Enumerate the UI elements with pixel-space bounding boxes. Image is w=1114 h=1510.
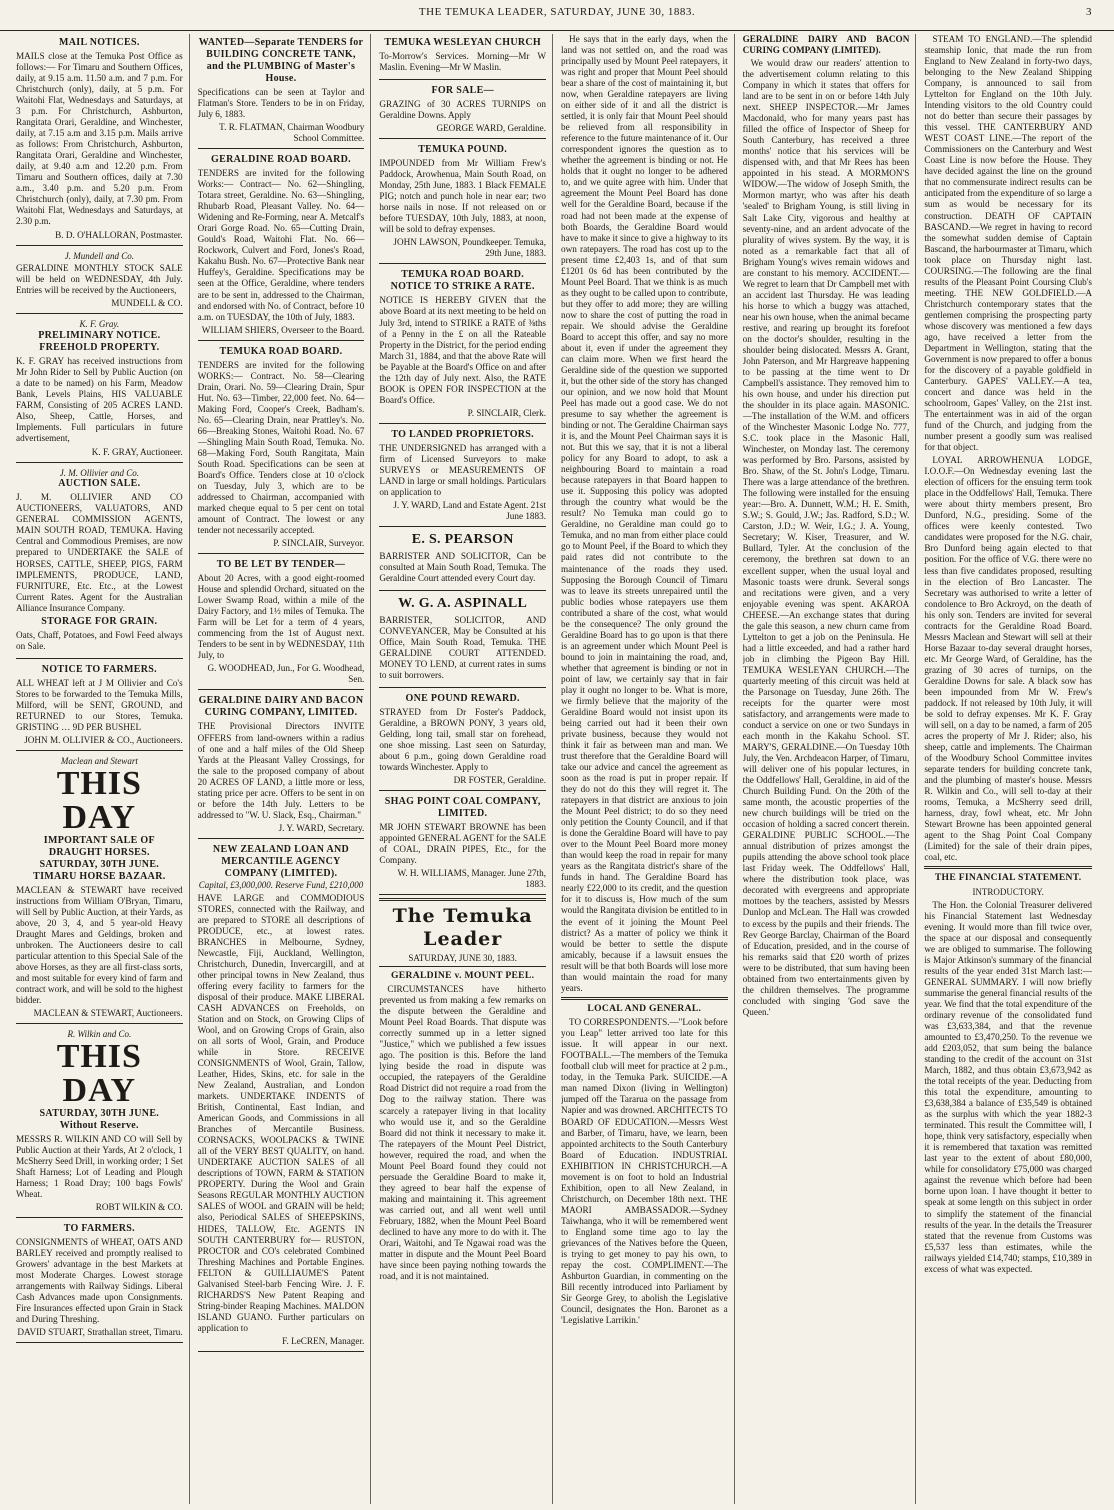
local-rule xyxy=(561,997,728,1000)
pearson-heading: E. S. PEARSON xyxy=(411,532,514,547)
maclean-sub: Maclean and Stewart xyxy=(60,755,138,766)
woodbury-signature: T. R. FLATMAN, Chairman Woodbury School Committee. xyxy=(219,122,365,144)
storage-text: Oats, Chaff, Potatoes, and Fowl Feed always on Sale. xyxy=(16,629,183,651)
masthead-rule-bottom xyxy=(379,966,546,967)
mail-heading: MAIL NOTICES. xyxy=(59,37,140,48)
mail-text: MAILS close at the Temuka Post Office as follows:— For Timaru and Southern Offices, daily, at 9.15 a.m. 11.50 a.m. and 7 p.m. For Christchurch (only), daily, at 5 p.m. For Waitohi Flat, Wednesdays and Saturdays, at 3 p.m. For Christchurch, Ashburton, Rangitata Orari, Geraldine, and Winchester, daily, at 7.15 a.m and 3.15 p.m. Mails arrive as follows: From Christchurch, Ashburton, Rangitata Orari, Geraldine and Winchester, daily, at 9.40 a.m and 12.20 p.m. From Timaru and Southern offices, daily at 7.30 a.m., 3.40 p.m. and 5.20 p.m. From Christchurch (only), daily, at 7.30 pm. From Waitohi Flat, Wednesdays and Saturdays, at 2.30 p.m. xyxy=(16,51,183,227)
nz-loan-heading: NEW ZEALAND LOAN AND MERCANTILE AGENCY COMPANY (LIMITED). xyxy=(212,843,350,879)
nz-loan-ad xyxy=(198,841,365,1352)
column-3 xyxy=(379,34,553,1504)
coal-heading: SHAG POINT COAL COMPANY, LIMITED. xyxy=(384,796,541,820)
woodbury-tender xyxy=(198,34,365,149)
financial-heading: THE FINANCIAL STATEMENT. xyxy=(934,872,1082,884)
pearson-text: BARRISTER AND SOLICITOR, Can be consulted at Main South Road, Temuka. The Geraldine Court attended every Court day. xyxy=(379,550,546,583)
to-let-ad xyxy=(198,556,365,690)
land-signature: J. Y. WARD, Land and Estate Agent. 21st June 1883. xyxy=(393,499,546,521)
local-general-cont-2 xyxy=(924,34,1092,863)
maclean-text: MACLEAN & STEWART have received instructions from William O'Bryan, Timaru, will Sell by Public Auction, at their Yards, as above, 20 3, 4, and 5 year-old Heavy Draught Mares and Geldings, broken and unbroken. The Auctioneers desire to call particular attention to this Special Sale of the above Horses, as they are all first-class sorts, and most suitable for every kind of farm and contract work, and will be sold to the highest bidder. xyxy=(16,884,183,1006)
rate-notice xyxy=(379,266,546,423)
gray-text: K. F. GRAY has received instructions from Mr John Rider to Sell by Public Auction (on a date to be named) on his Farm, Meadow Bank, Levels Plains, HIS VALUABLE FARM, Consisting of 205 ACRES LAND. Also, Sheep, Cattle, Horses, and Implements. Full particulars in future advertisement, xyxy=(16,356,183,444)
reward-heading: ONE POUND REWARD. xyxy=(405,692,520,704)
wilkin-sub: R. Wilkin and Co. xyxy=(67,1029,132,1040)
farmers-text: ALL WHEAT left at J M Ollivier and Co's Stores to be forwarded to the Temuka Mills, Milford, will be SENT, GROUND, and RETURNED to our Stores, Temuka. GRISTING … 9D PER BUSHEL xyxy=(16,677,183,732)
to-let-heading: TO BE LET BY TENDER— xyxy=(216,559,346,571)
for-sale-signature: GEORGE WARD, Geraldine. xyxy=(436,123,546,134)
coal-text: MR JOHN STEWART BROWNE has been appointed GENERAL AGENT for the SALE of COAL, DRAIN PIPES, Etc., for the Company. xyxy=(379,822,546,866)
woodbury-heading: WANTED—Separate TENDERS for BUILDING CONCRETE TANK, and the PLUMBING of Master's House. xyxy=(198,37,364,84)
paper-masthead: The Temuka Leader xyxy=(392,905,533,951)
for-sale-ad xyxy=(379,82,546,139)
lodge-text: LOYAL ARROWHENUA LODGE, I.O.O.F.—On Wednesday evening last the election of officers for the ensuing term took place in the Oddfellows' Hall, Temuka. There were about thirty members present, Bro Dunford, N.G., presiding. Some of the offices were keenly contested. Two candidates were proposed for the N.G. chair, Bro Dunford being again elected to that position. For the office of V.G. there were no less than five candidates proposed, resulting in the election of Bro Lancaster. The Secretary was authorised to write a letter of condolence to Bro Ackroyd, on the death of his only son. Tenders are invited for several contracts for the Geraldine Road Board. Messrs Maclean and Stewart will sell at their Horse Bazaar to-day several draught horses, etc. Mr George Ward, of Geraldine, has the grazing of 30 acres of turnips, on the Geraldine Downs for sale. A black sow has been impounded from Mr W. Frew's paddock. If not released by 10th July, it will be sold to defray expenses. Mr K. F. Gray will sell, on a day to be named, a farm of 205 acres the property of Mr J. Rider; also, his sheep, cattle and implements. The Chairman of the Woodbury School Committee invites separate tenders for building concrete tank, and the plumbing of master's house. Messrs R. Wilkin and Co., will sell to-day at their rooms, Temuka, a McSherry seed drill, harness, dray, fowl wheat, etc. Mr John Stewart Browne has been appointed general agent to the Shag Point Coal Company (Limited) for the sale of their drain pipes, coal, etc. xyxy=(924,455,1092,863)
to-let-text: About 20 Acres, with a good eight-roomed House and splendid Orchard, situated on the Lower Swamp Road, within a mile of the Dairy Factory, and 1½ miles of Temuka. The Farm will be Let for a term of 4 years, commencing from the 1st of August next. Tenders to be sent in by WEDNESDAY, 11th July, to xyxy=(197,573,365,661)
local-general-heading: LOCAL AND GENERAL. xyxy=(587,1002,702,1014)
maclean-signature: MACLEAN & STEWART, Auctioneers. xyxy=(33,1008,183,1019)
woodbury-text: Specifications can be seen at Taylor and Flatman's Store. Tenders to be in on Friday, July 6, 1883. xyxy=(197,87,365,120)
mundell-sub: J. Mundell and Co. xyxy=(64,250,134,261)
rate-heading-2: NOTICE TO STRIKE A RATE. xyxy=(390,281,535,293)
maclean-heading: IMPORTANT SALE OF DRAUGHT HORSES. xyxy=(43,834,155,858)
gray-signature: K. F. GRAY, Auctioneer. xyxy=(91,446,183,457)
temuka-road-signature: P. SINCLAIR, Surveyor. xyxy=(273,538,365,549)
dairy-signature: J. Y. WARD, Secretary. xyxy=(278,822,365,833)
wesleyan-church-ad xyxy=(379,34,546,80)
mundell-signature: MUNDELL & CO. xyxy=(111,298,183,309)
maclean-heading-2: TIMARU HORSE BAZAAR. xyxy=(33,870,166,882)
landed-proprietors-ad xyxy=(379,426,546,527)
header-title: THE TEMUKA LEADER, SATURDAY, JUNE 30, 1883. xyxy=(418,6,696,18)
leader-cont-text: He says that in the early days, when the land was not settled on, and the road was principally used by Mount Peel ratepayers, it was right and proper that Mount Peel should bear a share of the cost of maintaining it, but now, when Geraldine ratepayers are living on either side of it and all the district is settled, it is only fair that Mount Peel should be relieved from all responsibility in reference to the future maintenance of it. Our correspondent ignores the question as to whether the agreement is binding or not. He holds that it ought no longer to be adhered to, and we quite agree with him. Under that agreement the Mount Peel Board has done well for the Geraldine Board, because if the road had not been made at the expense of both Boards, the Geraldine Board would have to make it since to give a highway to its own ratepayers. The road has cost up to the present time £2,403 1s, and of that sum £1201 0s 6d has been contributed by the Mount Peel Board. That we think is as much as they ought to be called upon to contribute, but they offer to add more; they are willing now to share the cost of putting the road in repair. We should advise the Geraldine Board to accept this offer, and say no more about it, even if under the agreement they can claim more. When we first heard the Geraldine side of the question we supported it, but the other side of the story has changed our opinion, and we now hold that Mount Peel has made out a good case. We do not presume to say whether the agreement is binding or not. The Geraldine Chairman says it is, and the Mount Peel Chairman says it is not. But this we say, that it is not a liberal policy for any Board to adopt, to ask a neighbouring Board to maintain a road because ratepayers in that Board happen to use it. Supposing this policy was adopted through the country what would be the result? No Temuka man could go to Geraldine, no Geraldine man could go to Temuka, and no man from either place could go to Mount Peel, if the Board to which they paid rates did not contribute to the maintenance of the roads they used. Supposing the Borough Council of Timaru was to leave its streets unrepaired until the public bodies whose ratepayers use them contributed a share of the cost, what would be the consequence? The only ground the Geraldine Board has to go upon is that there is an agreement under which Mount Peel is bound to join in maintaining the road, and, whether that agreement is binding or not in point of law, we certainly say that in fair play it ought no longer to be. What is more, we firmly believe that the majority of the Geraldine Board would not insist upon its being carried out had it been their own private business, because they would not think it fair as between man and man. We trust therefore that the Geraldine Board will take our advice and cancel the agreement as soon as the road is put in proper repair. If they do not do this they will regret it. The ratepayers in that district are anxious to join the Mount Peel district; to do so they need only petition the County Council, and if that is done the Geraldine Board will have to pay over to the Mount Peel Board more money than would keep the road in repair for many years as the Rangitata district's share of the funds in hand. The Geraldine Board has nearly £22,000 to its credit, and the question for it to discuss is, How much of the sum would the Rangitata division be entitled to in the event of it joining the Mount Peel district? As a matter of policy we think it would be better to settle the dispute amicably, because if a lawsuit ensues the result will be that both Boards will lose more than would maintain the road for many years. xyxy=(561,34,728,993)
leader-text: CIRCUMSTANCES have hitherto prevented us from making a few remarks on the dispute between the Geraldine and Mount Peel Road Boards. That dispute was correctly summed up in a letter signed "Justice," which we published a few issues ago. The position is this. Before the land lying beside the road in dispute was occupied, the ratepayers of the Geraldine Road District did not require a road from the Dog to the railway station. There was scarcely a ratepayer living in that locality who would use it, and so the Geraldine Board did not think it necessary to make it. The ratepayers of the Mount Peel District, however, required the road, and when the Mount Peel Board found they could not persuade the Geraldine Board to make it, they agreed to bear half the expense of making and maintaining it. This agreement was carried out, and all went well until February, 1882, when the Mount Peel Board declined to have any more to do with it. The Orari, Waitohi, and Te Ngawai road was the matter in dispute and the Mount Peel Board have since been paying nothing towards the road, and it is not maintained. xyxy=(379,984,546,1281)
ollivier-sub: J. M. Ollivier and Co. xyxy=(59,467,139,478)
reward-signature: DR FOSTER, Geraldine. xyxy=(453,775,546,786)
page-number: 3 xyxy=(1086,6,1092,18)
nz-loan-signature: F. LeCREN, Manager. xyxy=(282,1335,365,1346)
rate-heading: TEMUKA ROAD BOARD. xyxy=(401,269,525,281)
local-cont-text: We would draw our readers' attention to the advertisement column relating to this Company in which it states that offers for land are to be sent in on or before 14th July next. SHEEP INSPECTOR.—Mr James Macdonald, who for many years past has filled the office of Inspector of Sheep for South Canterbury, has received a three months' notice that his services will be dispensed with, and that Mr Rees has been appointed in his stead. A MORMON'S WIDOW.—The widow of Joseph Smith, the Mormon martyr, who was after his death 'sealed' to Brigham Young, is still living in Salt Lake City, vigorous and healthy at seventy-nine, and an ardent advocate of the plurality of wives system. By the way, it is noted as a remarkable fact that all of Brigham Young's wives remain widows and are constant to his memory. ACCIDENT.—We regret to learn that Dr Campbell met with an accident last Thursday. He was leading his horse to which a buggy was attached, near his own house, when the animal became restive, and rearing up brought its forefoot on the doctor's shoulder, resulting in the shoulder being dislocated. Messrs A. Grant, John Paterson, and Mr Hargreave happening to be passing at the time went to Dr Campbell's assistance. They removed him to his own house, and under his direction put the shoulder in its place again. MASONIC.—The installation of the W.M. and officers of the Winchester Masonic Lodge No. 777, S.C. took place in the Masonic Hall, Winchester, on Monday last. The ceremony was performed by Bro. Parsons, assisted by Bro. Shaw, of the St. John's Lodge, Timaru. There was a large attendance of the brethren. The following were installed for the ensuing year:—Bro. A. Dunnett, W.M.; H. E. Smith, S.W.; S. Gould, J.W.; Jas. Radford, S.D.; W. Carston, J.D.; W. Weir, I.G.; J. A. Young, Secretary; W. Kiser, Treasurer, and W. Bullard, Tyler. At the conclusion of the ceremony, the brethren sat down to an excellent supper, when the usual loyal and Masonic toasts were drunk. Several songs and recitations were given, and a very enjoyable evening was spent. AKAROA CHEESE.—An exchange states that during the gale this season, a new churn came from Lyttelton to get a job on the Peninsula. He had a little exceeded, and had a rather hard job in climbing the Pigeon Bay Hill. TEMUKA WESLEYAN CHURCH.—The quarterly meeting of this circuit was held at the Parsonage on Tuesday, June 26th. The receipts for the quarter were most satisfactory, and arrangements were made to conduct a service on one or two Sundays in each month in the Kakahu School. ST. MARY'S, GERALDINE.—On Tuesday 10th July, the Ven. Archdeacon Harper, of Timaru, will deliver one of his popular lectures, in the Oddfellows' Hall, Geraldine, in aid of the Church Building Fund. On the 20th of the same month, the acoustic properties of the new church buildings will be tried on the occasion of holding a sacred concert therein. GERALDINE PUBLIC SCHOOL.—The annual distribution of prizes amongst the pupils attending the above school took place last Friday week. The Oddfellows' Hall, where the distribution took place, was decorated with evergreens and appropriate mottoes by the teachers, assisted by Messrs Dunlop and McLean. The Hall was crowded to excess by the pupils and their friends. The Rev George Barclay, Chairman of the Board of Education, presided, and in the course of his remarks said that £20 worth of prizes were to be distributed, that sum having been obtained from two entertainments given by the children themselves. The programme concluded with singing 'God save the Queen.' xyxy=(742,58,910,1017)
maclean-ad xyxy=(16,753,183,1024)
church-heading: TEMUKA WESLEYAN CHURCH xyxy=(384,37,541,48)
pound-text: IMPOUNDED from Mr William Frew's Paddock, Arowhenua, Main South Road, on Monday, 25th June, 1883. 1 Black FEMALE PIG; notch and punch hole in near ear; two horse nails in nose. If not released on or before TUESDAY, 10th July, 1883, at noon, will be sold to defray expenses. xyxy=(379,158,546,235)
to-farmers-ad xyxy=(16,1220,183,1343)
paper-dateline: SATURDAY, JUNE 30, 1883. xyxy=(408,952,517,963)
aspinall-heading: W. G. A. ASPINALL xyxy=(398,595,528,611)
column-1 xyxy=(16,34,190,1504)
storage-heading: STORAGE FOR GRAIN. xyxy=(41,615,158,627)
ollivier-text: J. M. OLLIVIER AND CO AUCTIONEERS, VALUATORS, AND GENERAL COMMISSION AGENTS, MAIN SOUTH ROAD, TEMUKA. Having Central and Commodious Premises, are now prepared to UNDERTAKE the SALE of HORSES, CATTLE, SHEEP, PIGS, FARM IMPLEMENTS, PRODUCE, LAND, FURNITURE, Etc. Etc., at the Lowest Current Rates. Agent for the Australian Alliance Insurance Company. xyxy=(16,492,183,613)
land-text: THE UNDERSIGNED has arranged with a firm of Licensed Surveyors to make SURVEYS or MEASUREMENTS OF LAND in large or small holdings. Particulars on application to xyxy=(379,442,546,497)
rate-signature: P. SINCLAIR, Clerk. xyxy=(467,407,546,418)
to-farmers-heading: TO FARMERS. xyxy=(63,1223,135,1235)
geraldine-road-signature: WILLIAM SHIERS, Overseer to the Board. xyxy=(201,324,365,335)
this-day-banner: THIS DAY xyxy=(56,764,142,836)
leader-article xyxy=(379,984,546,1282)
leader-continued xyxy=(561,34,728,994)
temuka-road-board xyxy=(198,343,365,555)
dairy-company-ad xyxy=(198,692,365,838)
pound-signature: JOHN LAWSON, Poundkeeper. Temuka, 29th June, 1883. xyxy=(393,237,546,259)
column-4 xyxy=(561,34,735,1504)
to-let-signature: G. WOODHEAD, Jun., For G. Woodhead, Sen. xyxy=(207,663,365,685)
leader-heading: GERALDINE v. MOUNT PEEL. xyxy=(391,969,535,981)
nz-loan-text: HAVE LARGE and COMMODIOUS STORES, connected with the Railway, and are prepared to STORE all descriptions of PRODUCE, etc., at lowest rates. BRANCHES in Melbourne, Sydney, Newcastle, Fiji, Auckland, Wellington, Christchurch, Dunedin, Invercargill, and at other principal towns in New Zealand, thus offering every facility to farmers for the disposal of their produce. MAKE LIBERAL CASH ADVANCES on Freeholds, on Station and on Stock, on Growing Clips of Wool, and on Growing Crops of Grain, also on all sorts of Wool, Grain, and Produce while in Store. RECEIVE CONSIGNMENTS of Wool, Grain, Tallow, Leather, Hides, Skins, etc. for sale in the New Zealand, Australian, and London markets. UNDERTAKE INDENTS of British, Continental, East Indian, and American Goods, and Commissions in all Branches of Mercantile Business. CORNSACKS, WOOLPACKS & TWINE all of the VERY BEST QUALITY, on hand. UNDERTAKE AUCTION SALES of all descriptions of TOWN, FARM & STATION PROPERTY. During the Wool and Grain Seasons REGULAR MONTHLY AUCTION SALES of WOOL and GRAIN will be held; also, Periodical SALES of SHEEPSKINS, HIDES, TALLOW, Etc. AGENTS IN SOUTH CANTERBURY for— RUSTON, PROCTOR and CO's celebrated Combined Threshing Machines and Portable Engines. FELTON & GUILLIAUME'S Patent Galvanised Steel-barb Fencing Wire. J. F. RICHARDS'S New Patent Reaping and String-binder Reaping Machines. MALDON ISLAND GUANO. Further particulars on application to xyxy=(197,892,365,1333)
column-5 xyxy=(743,34,917,1504)
reward-ad xyxy=(379,690,546,791)
ollivier-ad xyxy=(16,465,183,659)
aspinall-text: BARRISTER, SOLICITOR, AND CONVEYANCER, May be Consulted at his Office, Main South Road, Temuka. THE GERALDINE COURT ATTENDED. MONEY TO LEND, at current rates in sums to suit borrowers. xyxy=(379,614,546,680)
page-header xyxy=(0,6,1114,31)
farmers-notice xyxy=(16,661,183,751)
mundell-text: GERALDINE MONTHLY STOCK SALE will be held on WEDNESDAY, 4th July. Entries will be received by the Auctioneers, xyxy=(16,263,183,296)
column-6 xyxy=(924,34,1098,1504)
gray-heading: PRELIMINARY NOTICE. xyxy=(38,330,161,342)
maclean-date: SATURDAY, 30TH JUNE. xyxy=(39,858,160,870)
local-general xyxy=(561,1017,728,1326)
reward-text: STRAYED from Dr Foster's Paddock, Geraldine, a BROWN PONY, 3 years old, Gelding, long tail, small star on forehead, one shoe missing. Last seen on Saturday, about 6 p.m., going down Geraldine road towards Winchester. Apply to xyxy=(379,706,546,773)
financial-subheading: INTRODUCTORY. xyxy=(972,886,1044,897)
temuka-road-heading: TEMUKA ROAD BOARD. xyxy=(219,345,343,357)
financial-statement xyxy=(924,900,1092,1275)
wilkin-heading: Without Reserve. xyxy=(59,1119,139,1131)
pound-ad xyxy=(379,141,546,264)
aspinall-ad xyxy=(379,593,546,688)
columns xyxy=(16,34,1098,1504)
local-general-cont xyxy=(743,34,910,1018)
masthead-rule-top xyxy=(379,898,546,901)
pound-heading: TEMUKA POUND. xyxy=(418,144,508,156)
coal-signature: W. H. WILLIAMS, Manager. June 27th, 1883. xyxy=(397,868,546,890)
wilkin-signature: ROBT WILKIN & CO. xyxy=(95,1202,183,1213)
shag-point-ad xyxy=(379,793,546,895)
for-sale-heading: FOR SALE— xyxy=(431,85,494,97)
nz-loan-capital: Capital, £3,000,000. Reserve Fund, £210,000 xyxy=(198,879,364,890)
this-day-banner-2: THIS DAY xyxy=(56,1037,142,1109)
temuka-road-text: TENDERS are invited for the following WORKS:— Contract. No. 58—Clearing Drain, Orari. No. 59—Clearing Drain, Spur Hut. No. 63—Timber, 22,000 feet. No. 64—Making Ford, Cooper's Creek, Badham's. No. 65—Clearing Drain, near Prattley's. No. 66—Breaking Stones, Waitohi Road. No. 67—Shingling Main South Road, Temuka. No. 68—Making Ford, South Rangitata, Main South Road. Specifications can be seen at Board's Office. Tenders close at 10 o'clock on Tuesday, July 3, which are to be addressed to Chairman, accompanied with marked cheque equal to 5 per cent on total amount of Contract. The lowest or any tender not necessarily accepted. xyxy=(197,359,365,536)
england-text: STEAM TO ENGLAND.—The splendid steamship Ionic, that made the run from England to New Zealand in forty-two days, belonging to the New Zealand Shipping Company, is announced to sail from Lyttelton for England on the 10th July. Intending visitors to the old Country could not do better than secure their passages by this vessel. THE CANTERBURY AND WEST COAST LINE.—The report of the Commissioners on the Canterbury and West Coast Line is now before the House. They have decided against the line on the ground that no commensurate indirect results can be anticipated from the expenditure of so large a sum as would be necessary for its construction. DEATH OF CAPTAIN BASCAND.—We regret in having to record the somewhat sudden demise of Captain Bascand, the harbourmaster at Timaru, which took place on Thursday night last. COURSING.—The following are the final results of the Pleasant Point Coursing Club's meeting. THE NEW GOLDFIELD.—A Christchurch contemporary states that the gentlemen comprising the prospecting party whose discovery was mentioned a few days ago, have received a letter from the Department in Wellington, stating that the Government is now prepared to offer a bonus for the discovery of a payable goldfield in Canterbury. GAPES' VALLEY.—A tea, concert and dance was held in the schoolroom, Gapes' Valley, on the 21st inst. The entertainment was in aid of the organ fund of the Church, and judging from the number present a goodly sum was realised for that object. xyxy=(924,34,1092,453)
land-heading: TO LANDED PROPRIETORS. xyxy=(391,428,534,440)
column-2 xyxy=(198,34,372,1504)
dairy-heading: GERALDINE DAIRY AND BACON CURING COMPANY, LIMITED. xyxy=(198,695,364,719)
to-farmers-text: CONSIGNMENTS of WHEAT, OATS AND BARLEY received and promptly realised to Growers' advantage in the best Markets at most Moderate Charges. Lowest storage arrangements with Railway Sidings. Liberal Cash Advances made upon Consignments. Fire Insurances effected upon Grain in Stack and During Threshing. xyxy=(16,1237,183,1325)
dairy2-heading: GERALDINE DAIRY AND BACON CURING COMPANY (LIMITED). xyxy=(742,34,910,56)
wilkin-date: SATURDAY, 30TH JUNE. xyxy=(39,1107,160,1119)
gray-heading-2: FREEHOLD PROPERTY. xyxy=(39,342,160,354)
gray-sub: K. F. Gray. xyxy=(79,319,120,330)
mail-notices xyxy=(16,34,183,246)
local-text: TO CORRESPONDENTS.—"Look before you Leap" letter arrived too late for this issue. It will appear in our next. FOOTBALL.—The members of the Temuka football club will meet for practice at 2 p.m., today, in the Temuka Park. SUICIDE.—A man named Dixon (living in Wellington) jumped off the Tararua on the passage from Napier and was drowned. ARCHITECTS TO BOARD OF EDUCATION.—Messrs West and Barber, of Timaru, have, we learn, been appointed architects to the South Canterbury Board of Education. INDUSTRIAL EXHIBITION IN CHRISTCHURCH.—A movement is on foot to hold an Industrial Exhibition, open to all New Zealand, in Christchurch, on December 18th next. THE MAORI AMBASSADOR.—Sydney Taiwhanga, who it will be remembered went to England some time ago to lay the grievances of the Natives before the Queen, is trying to get money to pay his own, to repay the cost. COMPLIMENT.—The Ashburton Guardian, in commenting on the Bill recently introduced into Parliament by Sir George Grey, to abolish the Legislative Council, designates the Hon. Baronet as a 'Legislative Larrikin.' xyxy=(561,1017,728,1326)
ollivier-heading: AUCTION SALE. xyxy=(58,478,141,490)
for-sale-text: GRAZING of 30 ACRES TURNIPS on Geraldine Downs. Apply xyxy=(379,99,546,121)
wilkin-ad xyxy=(16,1026,183,1218)
gray-ad xyxy=(16,316,183,462)
rate-text: NOTICE IS HEREBY GIVEN that the above Board at its next meeting to be held on July 3rd, intend to STRIKE a RATE of ⅜ths of a Penny in the £ on all the Rateable Property in the District, for the period ending March 31, 1884, and that the above Rate will be Payable at the Board's Office on and after the 12th day of July next. Also, the RATE BOOK is OPEN FOR INSPECTION at the Board's Office. xyxy=(379,295,546,405)
farmers-signature: JOHN M. OLLIVIER & CO., Auctioneers. xyxy=(24,734,183,745)
geraldine-road-heading: GERALDINE ROAD BOARD. xyxy=(211,154,351,166)
financial-rule xyxy=(924,866,1092,869)
to-farmers-signature: DAVID STUART, Strathallan street, Timaru. xyxy=(17,1327,183,1338)
geraldine-road-board xyxy=(198,151,365,340)
dairy-text: THE Provisional Directors INVITE OFFERS from land-owners within a radius of one and a half miles of the Old Sheep Yards at the Pleasant Valley Crossings, for the sale to the proposed company of about 20 ACRES OF LAND, a little more or less, stating price per acre. Offers to be sent in on or before the 14th July. Letters to be addressed to "W. U. Slack, Esq., Chairman." xyxy=(197,721,365,820)
farmers-heading: NOTICE TO FARMERS. xyxy=(41,663,157,675)
wilkin-text: MESSRS R. WILKIN AND CO will Sell by Public Auction at their Yards, At 2 o'clock, 1 McSherry Seed Drill, in working order; 1 Set Shaft Harness; Lot of Leading and Plough Harness; 1 Road Dray; 100 bags Fowls' Wheat. xyxy=(16,1133,183,1200)
mail-signature: B. D. O'HALLORAN, Postmaster. xyxy=(55,229,183,240)
church-text: To-Morrow's Services. Morning—Mr W Maslin. Evening—Mr W Maslin. xyxy=(379,51,546,73)
financial-text: The Hon. the Colonial Treasurer delivered his Financial Statement last Wednesday evening. It would more than fill twice over, the space at our disposal and consequently we are obliged to summarise. The following is Major Atkinson's summary of the financial results of the year ended 31st March last:— GENERAL SUMMARY. I will now briefly summarise the general financial results of the year. We find that the total expenditure of the ordinary revenue of the consolidated fund was £3,633,384, and that the revenue amounted to £3,470,250. To the revenue we add £203,052, that sum being the balance standing to the credit of the account on 31st March, 1882, and thus obtain £3,673,942 as the total receipts of the year. Deducting from this total the expenditure, amounting to £3,638,384 a balance of £35,549 is obtained as the surplus with which the year 1882-3 terminated. This result the Committee will, I hope, think very satisfactory, especially when it is remembered that taxation was remitted last year to the extent of about £80,000, while for consolidatory £75,000 was charged against the revenue which before had been borne upon loan. I have thought it better to speak at some length on this subject in order to simplify the statement of the financial results of the year. In the details the Treasurer stated that the revenue from Customs was £5,537 less than estimates, while the railways yielded £14,740; stamps, £10,389 in excess of what was expected. xyxy=(924,899,1092,1274)
geraldine-road-text: TENDERS are invited for the following Works:— Contract— No. 62—Shingling, Totara street, Geraldine. No. 63—Shingling, Rhubarb Road, Pleasant Valley. No. 64—Widening and Re-Forming, near A. Metcalf's Orari Gorge Road. No. 65—Cutting Drain, Gould's Road, Waitohi Flat. No. 66—Rockwork, Culvert and Ford, Jones's Road, Kakahu Bush. No. 67—Protective Bank near Huffey's, Geraldine. Specifications may be seen at the Office, Geraldine, where tenders are to be sent in, addressed to the Chairman, and endorsed with No. of Contract, before 10 a.m. on TUESDAY, the 10th of July, 1883. xyxy=(197,168,365,322)
mundell-ad xyxy=(16,248,183,315)
pearson-ad xyxy=(379,529,546,591)
